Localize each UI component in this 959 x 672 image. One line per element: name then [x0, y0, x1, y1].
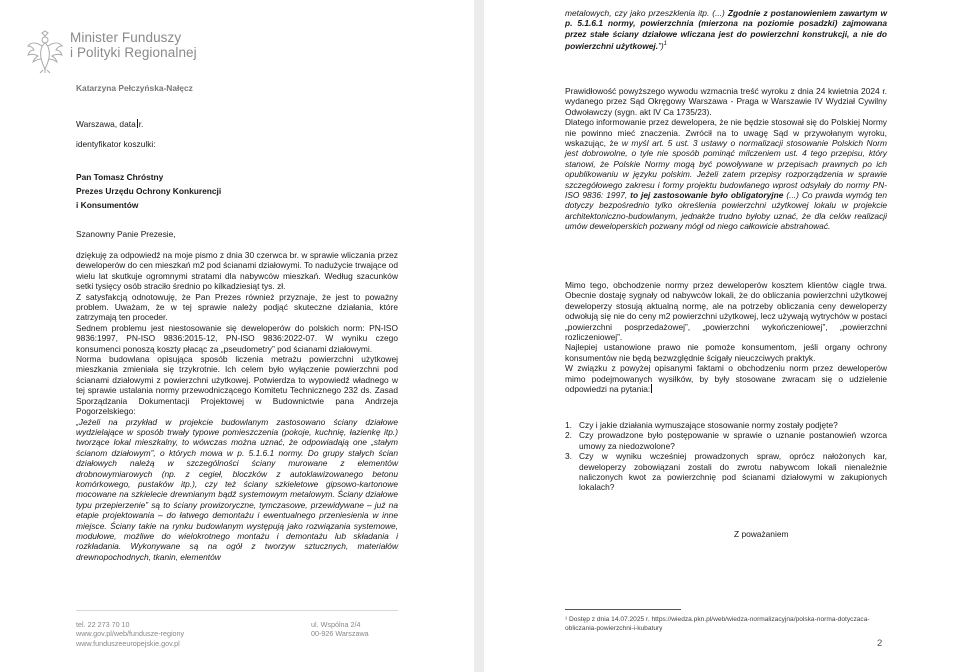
footer-website-ministry: www.gov.pl/web/fundusze-regiony: [76, 629, 185, 639]
footer-city: 00-926 Warszawa: [311, 629, 369, 639]
addressee-office: i Konsumentów: [76, 200, 139, 210]
addressee-block: [76, 170, 396, 212]
paragraph-circumvention: Mimo tego, obchodzenie normy przez deweloperów kosztem klientów ciągle trwa. Obecnie dostaję sygnały od nabywców lokali, że do obliczania powierzchni użytkowej deweloperzy stosują aktualną normę, ale na potrzeby obliczania ceny deweloperzy odwołują się nie do ceny m2 powierzchni użytkowej, lecz używają wytrychów w postaci „powierzchni posprzedażowej”, „powierzchni wykończeniowej”, „powierzchni rozliczeniowej”.: [565, 280, 887, 343]
author-name: Katarzyna Pełczyńska-Nałęcz: [76, 83, 193, 93]
paragraph-reply: dziękuję za odpowiedź na moje pismo z dnia 30 czerwca br. w sprawie wliczania przez deweloperów do cen mieszkań m2 pod ścianami działowymi. To nadużycie trwające od wielu lat skutkuje ogromnymi stratami dla nabywców mieszkań. Według szacunków setki tysięcy osób straciło średnio po kilkadziesiąt tys. zł.: [76, 250, 398, 292]
footnote-divider: [565, 609, 681, 610]
footer-street: ul. Wspólna 2/4: [311, 620, 361, 629]
place-date: [76, 119, 396, 129]
question-text: Czy i jakie działania wymuszające stosowanie normy zostały podjęte?: [579, 420, 838, 430]
dev-italic-text: w myśl art. 5 ust. 3 ustawy o normalizacji stosowanie Polskich Norm jest dobrowolne, o tyle nie sposób pominąć milczeniem ust. 4 tego przepisu, który stanowi, że Polskie Normy mogą być powoływane w przepisach prawnych po ich opublikowaniu w języku polskim. Jeżeli zatem przepisy rozporządzenia w sprawie szczegółowego zakresu i formy projektu budowlanego wprost odsyłały do normy PN-ISO 9836: 1997,: [565, 138, 887, 201]
page1-body: [76, 250, 398, 562]
quote-continuation: [565, 8, 887, 51]
text-cursor-2: [651, 384, 652, 393]
paragraph-court-ruling: Prawidłowość powyższego wywodu wzmacnia treść wyroku z dnia 24 kwietnia 2024 r. wydanego przez Sąd Okręgowy Warszawa - Praga w Warszawie IV Wydział Cywilny Odwoławczy (sygn. akt IV Ca 1735/23).: [565, 86, 887, 117]
question-number: 2.: [565, 430, 572, 441]
paragraph-request: [565, 363, 887, 394]
footer-phone: tel. 22 273 70 10: [76, 620, 130, 629]
paragraph-norm-history: Norma budowlana opisująca sposób liczenia metrażu powierzchni użytkowej mieszkania zmieniała się trzykrotnie. Ich celem było wyłączenie powierzchni pod ścianami działowymi z powierzchni użytkowej. Potwierdza to wypowiedź władnego w tej sprawie ustalania normy przewodniczącego Komitetu Technicznego 232 ds. Zasad Sporządzania Dokumentacji Projektowej w Budownictwie pana Andrzeja Pogorzelskiego:: [76, 354, 398, 417]
question-item: [565, 451, 887, 493]
question-item: [565, 430, 887, 451]
quote-end: ”): [658, 41, 664, 52]
footer-website-funds: www.funduszeeuropejskie.gov.pl: [76, 638, 180, 648]
question-number: 3.: [565, 451, 572, 462]
paragraph-developer-info: [565, 117, 887, 231]
letter-page-1: [0, 0, 474, 672]
page2-body-lower: [565, 280, 887, 394]
ministry-name-line2: i Polityki Regionalnej: [70, 45, 197, 60]
question-number: 1.: [565, 420, 572, 430]
ministry-name-line1: Minister Funduszy: [70, 30, 182, 45]
place-date-suffix: r.: [138, 119, 144, 129]
paragraph-norms: Sednem problemu jest niestosowanie się deweloperów do polskich norm: PN-ISO 9836:1997, PN-ISO 9836:2015-12, PN-ISO 9836:2022-07. W wyniku czego konsumenci ponoszą koszty płacąc za „pseudometry” pod ścianami działowymi.: [76, 322, 398, 354]
identifier-label: identyfikator koszulki:: [76, 139, 156, 149]
dev-bold-text: to jej zastosowanie było obligatoryjne: [630, 190, 784, 201]
questions-list: [565, 420, 887, 493]
question-text: Czy w wyniku wcześniej prowadzonych spraw, oprócz nałożonych kar, deweloperzy zobowiązani zostali do zwrotu nabywcom lokali nienależnie naliczonych kwot za powierzchnię pod ścianami działowymi w zakupionych lokalach?: [579, 451, 887, 493]
page2-body: [565, 86, 887, 232]
quote-bold-text: Zgodnie z postanowieniem zawartym w p. 5.1.6.1 normy, powierzchnia (mierzona na poziomie posadzki) zajmowana przez stałe ściany działowe wliczana jest do powierzchni konstrukcji, a nie do powierzchni użytkowej.: [565, 8, 888, 52]
ministry-name: [70, 30, 197, 60]
request-text: W związku z powyżej opisanymi faktami o obchodzeniu norm przez deweloperów mimo podejmowanych wysiłków, by były stosowane zwracam się o udzielenie odpowiedzi na pytania:: [565, 363, 887, 395]
paragraph-satisfaction: Z satysfakcją odnotowuję, że Pan Prezes również przyznaje, że jest to poważny problem. Uważam, że w tej sprawie należy podjąć skuteczne działania, które zatrzymają ten proceder.: [76, 291, 398, 323]
closing-regards: Z poważaniem: [734, 529, 789, 539]
footnote-text: ¹ Dostęp z dnia 14.07.2025 r. https://wiedza.pkn.pl/web/wiedza-normalizacyjna/polska-norma-dotyczaca-obliczania-powierzchni-i-kubatury: [565, 616, 870, 632]
paragraph-enforcement: Najlepiej ustanowione prawo nie pomoże konsumentom, jeśli organy ochrony konsumentów nie będą bezwzględnie ścigały nieuczciwych praktyk.: [565, 342, 887, 363]
text-cursor: [137, 119, 138, 128]
footer-address: [311, 620, 369, 639]
quote-cont-text: metalowych, czy jako przeszklenia itp. (...): [565, 8, 728, 18]
ministry-logo: [26, 30, 197, 74]
place-date-prefix: Warszawa, data: [76, 119, 136, 129]
footer-divider: [76, 610, 398, 611]
expert-quote: „Jeżeli na przykład w projekcie budowlanym zastosowano ściany działowe wydzielające w sposób trwały typowe pomieszczenia (pokoje, kuchnię, łazienkę itp.) tworzące lokal mieszkalny, to wówczas można uznać, że odpowiadają one „stałym ścianom działowym”, o których mowa w p. 5.1.6.1 normy. Do grupy stałych ścian działowych należą w szczególności ściany murowane z elementów drobnowymiarowych (np. z cegieł, bloczków z autoklawizowanego betonu komórkowego, pustaków itp.), czy też ściany szkieletowe gipsowo-kartonowe mocowane na szkielecie drewnianym bądź systemowym metalowym. Ściany działowe typu przepierzenie” są to ściany prowizoryczne, tymczasowe, przewidywane – już na etapie projektowania – do łatwego demontażu i ewentualnego przeniesienia w inne miejsce. Ściany takie na rynku budowlanym występują jako rozwiązania systemowe, modułowe, możliwe do wielokrotnego montażu i demontażu lub składania i rozkładania. Wykonywane są na ogół z tworzyw sztucznych, materiałów drewnopochodnych, tkanin, elementów: [76, 416, 398, 562]
page-number: 2: [877, 638, 883, 649]
dev-italic-text-2: (...) Co prawda wymóg ten dotyczy bezpośrednio tylko określenia powierzchni użytkowej lokalu w projekcie architektoniczno-budowlanym, jednakże trudno byłoby uznać, że dla celów realizacji umów deweloperskich pozwany mógł od niego całkowicie abstrahować.: [565, 190, 888, 232]
question-text: Czy prowadzone było postępowanie w sprawie o uznanie postanowień wzorca umowy za niedozwolone?: [579, 430, 887, 451]
question-item: [565, 420, 887, 430]
dev-intro-text: Dlatego informowanie przez dewelopera, że nie będzie stosował się do Polskiej Normy nie powinno mieć znaczenia. Zwrócił na to uwagę Sąd w przywołanym wyroku, wskazując, że: [565, 117, 887, 149]
footer-contact: [76, 620, 184, 648]
addressee-name: Pan Tomasz Chróstny: [76, 172, 164, 182]
eagle-emblem-icon: [26, 30, 64, 74]
salutation: Szanowny Panie Prezesie,: [76, 229, 176, 239]
addressee-title: Prezes Urzędu Ochrony Konkurencji: [76, 186, 222, 196]
footnote-reference: 1: [663, 41, 667, 48]
